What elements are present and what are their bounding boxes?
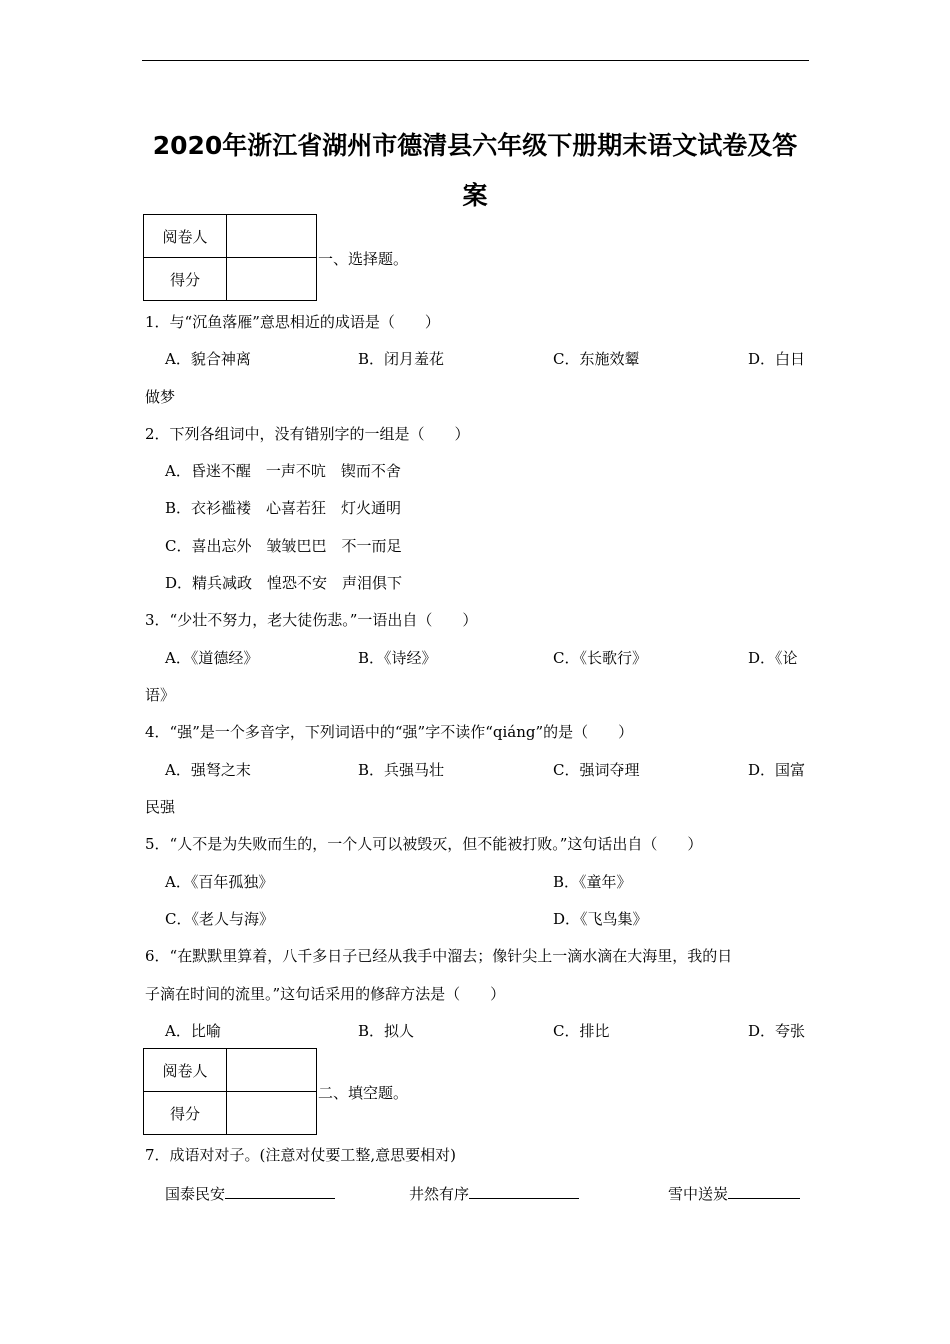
reviewer-cell[interactable]: [227, 215, 317, 258]
answer-blank[interactable]: [728, 1182, 800, 1199]
question-stem: 5．“人不是为失败而生的，一个人可以被毁灭，但不能被打败。”这句话出自（ ）: [145, 835, 703, 853]
option-c: C．《老人与海》: [165, 910, 274, 928]
question-stem: 1．与“沉鱼落雁”意思相近的成语是（ ）: [145, 313, 440, 331]
answer-blank[interactable]: [225, 1182, 335, 1199]
option-d: D．《论: [748, 649, 798, 667]
question-stem: 2．下列各组词中，没有错别字的一组是（ ）: [145, 425, 470, 443]
reviewer-cell[interactable]: [227, 1049, 317, 1092]
option-a: A．《百年孤独》: [165, 873, 274, 891]
answer-blank[interactable]: [469, 1182, 579, 1199]
question-stem: 3．“少壮不努力，老大徒伤悲。”一语出自（ ）: [145, 611, 478, 629]
option-c: C．强词夺理: [553, 761, 640, 779]
option-c: C．《长歌行》: [553, 649, 647, 667]
question-stem: 7．成语对对子。(注意对仗要工整,意思要相对): [145, 1146, 457, 1164]
option-a: A．《道德经》: [165, 649, 259, 667]
reviewer-label: 阅卷人: [144, 1049, 227, 1092]
idiom-pair-1: [165, 1182, 335, 1204]
option-b: B．衣衫褴褛 心喜若狂 灯火通明: [165, 499, 402, 517]
option-a: A．比喻: [165, 1022, 221, 1040]
header-rule: [142, 60, 809, 61]
option-b: B．兵强马壮: [358, 761, 445, 779]
page-title-continued: 案: [462, 181, 488, 210]
idiom-prompt: 雪中送炭: [668, 1185, 729, 1203]
question-stem-continued: 子滴在时间的流里。”这句话采用的修辞方法是（ ）: [145, 985, 506, 1003]
reviewer-label: 阅卷人: [144, 215, 227, 258]
option-d: D．国富: [748, 761, 806, 779]
idiom-pair-3: [668, 1182, 800, 1204]
option-d: D．夸张: [748, 1022, 806, 1040]
option-d: D．《飞鸟集》: [553, 910, 648, 928]
score-cell[interactable]: [227, 258, 317, 301]
score-box: [143, 1048, 317, 1135]
option-c: C．喜出忘外 皱皱巴巴 不一而足: [165, 537, 402, 555]
section-heading: 一、选择题。: [318, 250, 409, 268]
option-d: D．白日: [748, 350, 806, 368]
option-c: C．东施效颦: [553, 350, 640, 368]
score-cell[interactable]: [227, 1092, 317, 1135]
option-a: A．貌合神离: [165, 350, 251, 368]
option-d-continued: 语》: [145, 686, 176, 704]
idiom-prompt: 国泰民安: [165, 1185, 226, 1203]
idiom-pair-2: [409, 1182, 579, 1204]
option-d-continued: 做梦: [145, 388, 176, 406]
page-title: 2020年浙江省湖州市德清县六年级下册期末语文试卷及答: [152, 131, 798, 160]
section-heading: 二、填空题。: [318, 1084, 409, 1102]
score-label: 得分: [144, 1092, 227, 1135]
idiom-prompt: 井然有序: [409, 1185, 470, 1203]
option-c: C．排比: [553, 1022, 610, 1040]
option-a: A．强弩之末: [165, 761, 251, 779]
option-b: B．《诗经》: [358, 649, 437, 667]
option-d-continued: 民强: [145, 798, 176, 816]
option-b: B．《童年》: [553, 873, 632, 891]
option-b: B．拟人: [358, 1022, 415, 1040]
option-b: B．闭月羞花: [358, 350, 445, 368]
option-d: D．精兵减政 惶恐不安 声泪俱下: [165, 574, 403, 592]
score-box: [143, 214, 317, 301]
option-a: A．昏迷不醒 一声不吭 锲而不舍: [165, 462, 401, 480]
question-stem: 4．“强”是一个多音字，下列词语中的“强”字不读作“qiáng”的是（ ）: [145, 723, 634, 741]
score-label: 得分: [144, 258, 227, 301]
question-stem: 6．“在默默里算着，八千多日子已经从我手中溜去；像针尖上一滴水滴在大海里，我的日: [145, 947, 733, 965]
